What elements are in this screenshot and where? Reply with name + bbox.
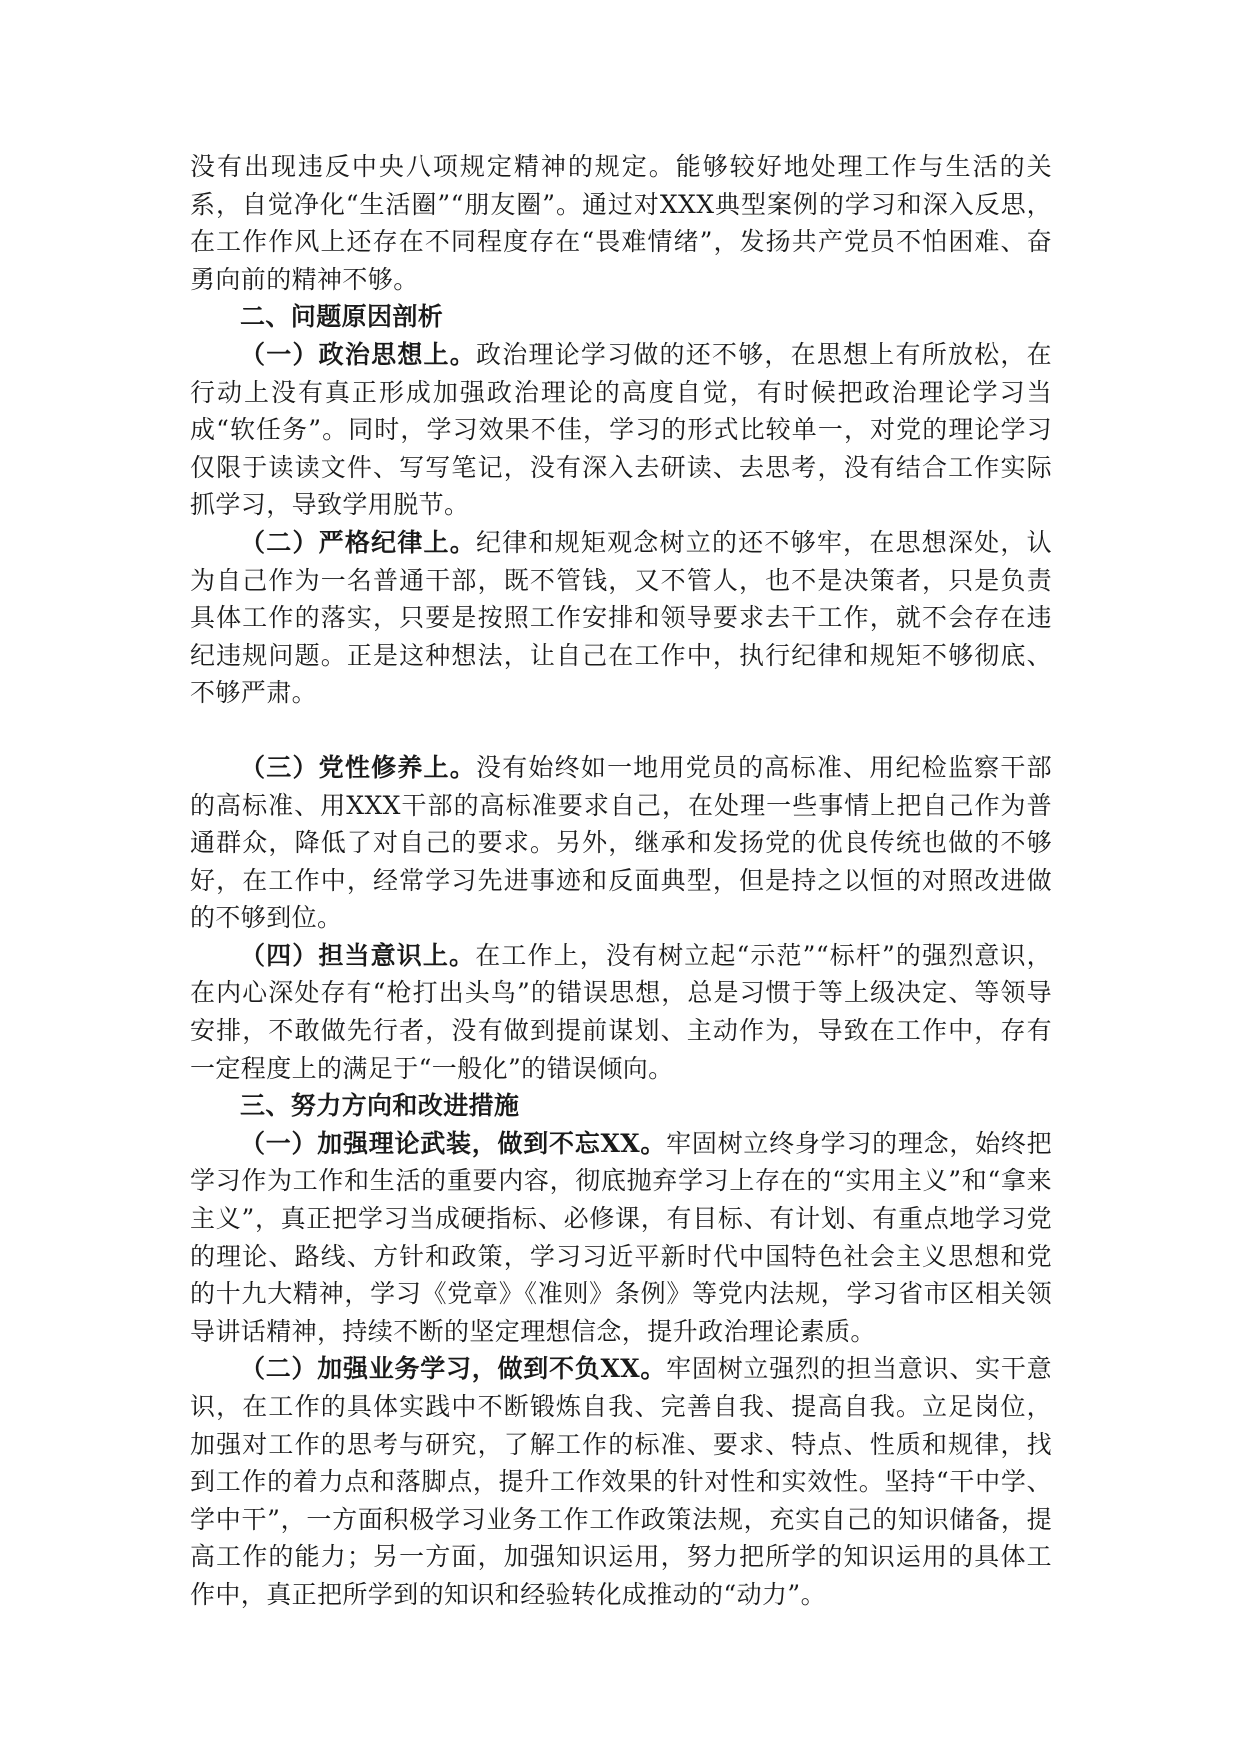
paragraph-lead: （二）严格纪律上。 <box>240 527 476 557</box>
paragraph-political-thought <box>190 336 1052 524</box>
paragraph-lead: （一）加强理论武装，做到不忘XX。 <box>240 1128 667 1158</box>
paragraph-body: 政治理论学习做的还不够，在思想上有所放松，在行动上没有真正形成加强政治理论的高度自觉，有时候把政治理论学习当成“软任务”。同时，学习效果不佳，学习的形式比较单一，对党的理论学习仅限于读读文件、写写笔记，没有深入去研读、去思考，没有结合工作实际抓学习，导致学用脱节。 <box>190 339 1052 520</box>
paragraph-theory <box>190 1125 1052 1351</box>
paragraph-discipline <box>190 524 1052 712</box>
document-page <box>190 148 1052 1614</box>
paragraph-body: 牢固树立强烈的担当意识、实干意识，在工作的具体实践中不断锻炼自我、完善自我、提高自我。立足岗位，加强对工作的思考与研究，了解工作的标准、要求、特点、性质和规律，找到工作的着力点和落脚点，提升工作效果的针对性和实效性。坚持“干中学、学中干”，一方面积极学习业务工作工作政策法规，充实自己的知识储备，提高工作的能力；另一方面，加强知识运用，努力把所学的知识运用的具体工作中，真正把所学到的知识和经验转化成推动的“动力”。 <box>190 1354 1052 1609</box>
paragraph-lead: （四）担当意识上。 <box>240 940 476 970</box>
paragraph-lead: （三）党性修养上。 <box>240 752 476 782</box>
paragraph-body: 在工作上，没有树立起“示范”“标杆”的强烈意识，在内心深处存有“枪打出头鸟”的错误思想，总是习惯于等上级决定、等领导安排，不敢做先行者，没有做到提前谋划、主动作为，导致在工作中，存有一定程度上的满足于“一般化”的错误倾向。 <box>190 940 1052 1083</box>
paragraph-lead: （二）加强业务学习，做到不负XX。 <box>240 1354 667 1384</box>
paragraph-responsibility <box>190 937 1052 1087</box>
section-heading-three: 三、努力方向和改进措施 <box>240 1091 520 1121</box>
paragraph-body: 纪律和规矩观念树立的还不够牢，在思想深处，认为自己作为一名普通干部，既不管钱，又不管人，也不是决策者，只是负责具体工作的落实，只要是按照工作安排和领导要求去干工作，就不会存在违纪违规问题。正是这种想法，让自己在工作中，执行纪律和规矩不够彻底、不够严肃。 <box>190 527 1052 708</box>
paragraph-lead: （一）政治思想上。 <box>240 339 476 369</box>
paragraph-business-study <box>190 1350 1052 1613</box>
paragraph-party-spirit <box>190 749 1052 937</box>
paragraph-intro: 没有出现违反中央八项规定精神的规定。能够较好地处理工作与生活的关系，自觉净化“生活圈”“朋友圈”。通过对XXX典型案例的学习和深入反思，在工作作风上还存在不同程度存在“畏难情绪”，发扬共产党员不怕困难、奋勇向前的精神不够。 <box>190 152 1052 294</box>
paragraph-body: 没有始终如一地用党员的高标准、用纪检监察干部的高标准、用XXX干部的高标准要求自己，在处理一些事情上把自己作为普通群众，降低了对自己的要求。另外，继承和发扬党的优良传统也做的不够好，在工作中，经常学习先进事迹和反面典型，但是持之以恒的对照改进做的不够到位。 <box>190 752 1052 933</box>
section-heading-two: 二、问题原因剖析 <box>240 302 444 332</box>
paragraph-body: 牢固树立终身学习的理念，始终把学习作为工作和生活的重要内容，彻底抛弃学习上存在的“实用主义”和“拿来主义”，真正把学习当成硬指标、必修课，有目标、有计划、有重点地学习党的理论、路线、方针和政策，学习习近平新时代中国特色社会主义思想和党的十九大精神，学习《党章》《准则》条例》等党内法规，学习省市区相关领导讲话精神，持续不断的坚定理想信念，提升政治理论素质。 <box>190 1128 1052 1346</box>
